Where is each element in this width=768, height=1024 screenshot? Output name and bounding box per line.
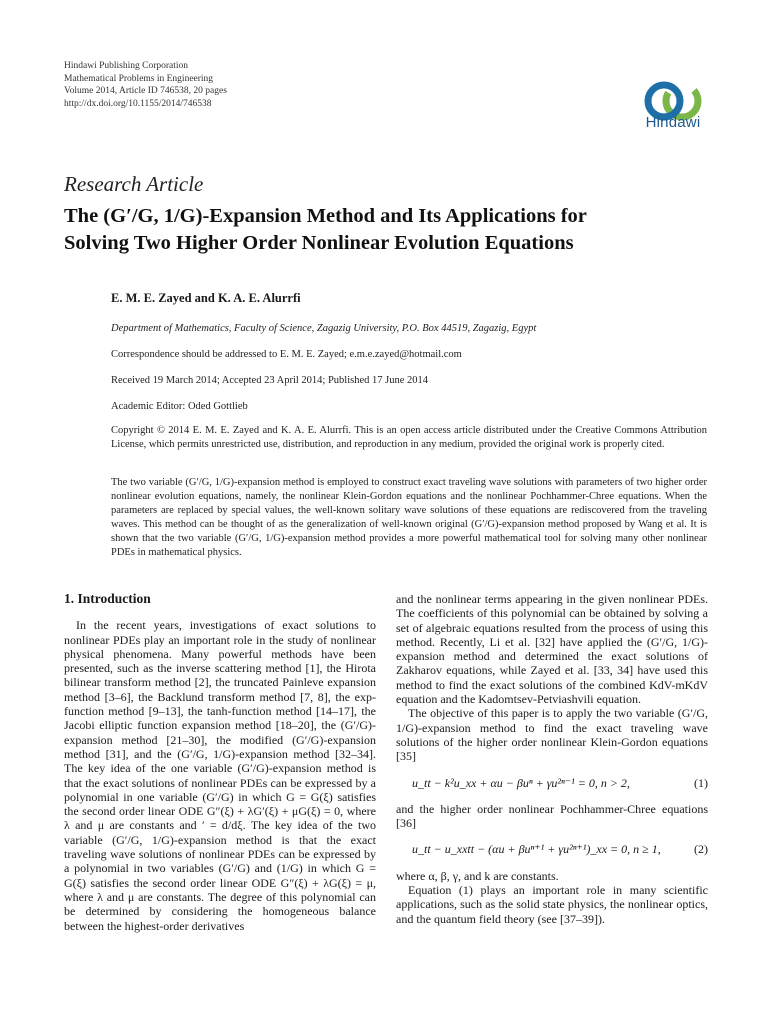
left-column — [64, 592, 376, 933]
authors: E. M. E. Zayed and K. A. E. Alurrfi — [111, 291, 301, 305]
publication-dates: Received 19 March 2014; Accepted 23 April 2014; Published 17 June 2014 — [111, 375, 428, 386]
title-line-2: Solving Two Higher Order Nonlinear Evolution Equations — [64, 232, 574, 254]
equation-2-number: (2) — [694, 842, 708, 857]
correspondence: Correspondence should be addressed to E. M. E. Zayed; e.m.e.zayed@hotmail.com — [111, 349, 462, 360]
doi-link[interactable]: http://dx.doi.org/10.1155/2014/746538 — [64, 98, 212, 109]
journal-name: Mathematical Problems in Engineering — [64, 73, 214, 84]
academic-editor: Academic Editor: Oded Gottlieb — [111, 401, 248, 412]
volume-info: Volume 2014, Article ID 746538, 20 pages — [64, 86, 227, 96]
paragraph-pochhammer: and the higher order nonlinear Pochhammer-Chree equations [36] — [396, 801, 708, 831]
hindawi-logo-text: Hindawi — [645, 114, 701, 131]
paragraph-constants: where α, β, γ, and k are constants. — [396, 868, 559, 883]
paragraph-continued: and the nonlinear terms appearing in the given nonlinear PDEs. The coefficients of this polynomial can be obtained by solving a set of algebraic equations resulted from the process of using this method. Recently, Li et al. [32] have applied the (G′/G, 1/G)-expansion method and determined the exact solutions of Zakharov equations, while Zayed et al. [33, 34] have used this method to find the exact solutions of the combined KdV-mKdV equation and the Kadomtsev-Petviashvili equation. — [396, 592, 708, 707]
affiliation: Department of Mathematics, Faculty of Science, Zagazig University, P.O. Box 44519, Zagazig, Egypt — [111, 323, 537, 334]
journal-header — [64, 60, 227, 110]
right-column — [396, 592, 708, 926]
copyright-notice: Copyright © 2014 E. M. E. Zayed and K. A. E. Alurrfi. This is an open access article distributed under the Creative Commons Attribution License, which permits unrestricted use, distribution, and reproduction in any medium, provided the original work is properly cited. — [111, 425, 707, 450]
publisher: Hindawi Publishing Corporation — [64, 61, 189, 71]
article-title — [64, 203, 704, 257]
intro-paragraph: In the recent years, investigations of exact solutions to nonlinear PDEs play an important role in the study of nonlinear physical phenomena. Many powerful methods have been presented, such as the inverse scattering method [1], the Hirota bilinear transform method [2], the truncated Painleve expansion method [3–6], the Backlund transform method [7, 8], the exp-function method [9–13], the tanh-function method [14–17], the Jacobi elliptic function expansion method [18–20], the (G′/G)-expansion method [21–30], the modified (G′/G)-expansion method [31], and the (G′/G, 1/G)-expansion method [32–34]. The key idea of the one variable (G′/G)-expansion method is that the exact solutions of nonlinear PDEs can be expressed by a polynomial in one variable (G′/G) in which G = G(ξ) satisfies the second order linear ODE G″(ξ) + λG′(ξ) + μG(ξ) = 0, where λ and μ are constants and ′ = d/dξ. The key idea of the two variable (G′/G, 1/G)-expansion method is that the exact traveling wave solutions of nonlinear PDEs can be expressed by a polynomial in two variables (G′/G) and (1/G) in which G = G(ξ) satisfies the second order linear ODE G″(ξ) + λG(ξ) = μ, where λ and μ are constants. The degree of this polynomial can be determined by considering the homogeneous balance between the highest-order derivatives — [64, 618, 376, 933]
equation-2 — [396, 842, 708, 856]
paragraph-objective: The objective of this paper is to apply the two variable (G′/G, 1/G)-expansion method to find the exact traveling wave solutions of the higher order nonlinear Klein-Gordon equations [35] — [396, 706, 708, 764]
equation-1-body: u_tt − k²u_xx + αu − βuⁿ + γu²ⁿ⁻¹ = 0, n > 2, — [412, 775, 630, 790]
article-type: Research Article — [64, 172, 204, 196]
title-line-1: The (G′/G, 1/G)-Expansion Method and Its Applications for — [64, 205, 587, 227]
section-title: 1. Introduction — [64, 591, 151, 606]
abstract: The two variable (G′/G, 1/G)-expansion method is employed to construct exact traveling wave solutions with parameters of two higher order nonlinear evolution equations, namely, the nonlinear Klein-Gordon equations and the nonlinear Pochhammer-Chree equations. When the parameters are replaced by special values, the well-known solitary wave solutions of these equations are rediscovered from the traveling waves. This method can be thought of as the generalization of well-known original (G′/G)-expansion method proposed by Wang et al. It is shown that the two variable (G′/G, 1/G)-expansion method provides a more powerful mathematical tool for solving many other nonlinear PDEs in mathematical physics. — [111, 477, 707, 558]
equation-1 — [396, 776, 708, 790]
paragraph-applications: Equation (1) plays an important role in many scientific applications, such as the solid state physics, the nonlinear optics, and the quantum field theory (see [37–39]). — [396, 883, 708, 926]
equation-2-body: u_tt − u_xxtt − (αu + βuⁿ⁺¹ + γu²ⁿ⁺¹)_xx = 0, n ≥ 1, — [412, 842, 661, 857]
equation-1-number: (1) — [694, 775, 708, 790]
